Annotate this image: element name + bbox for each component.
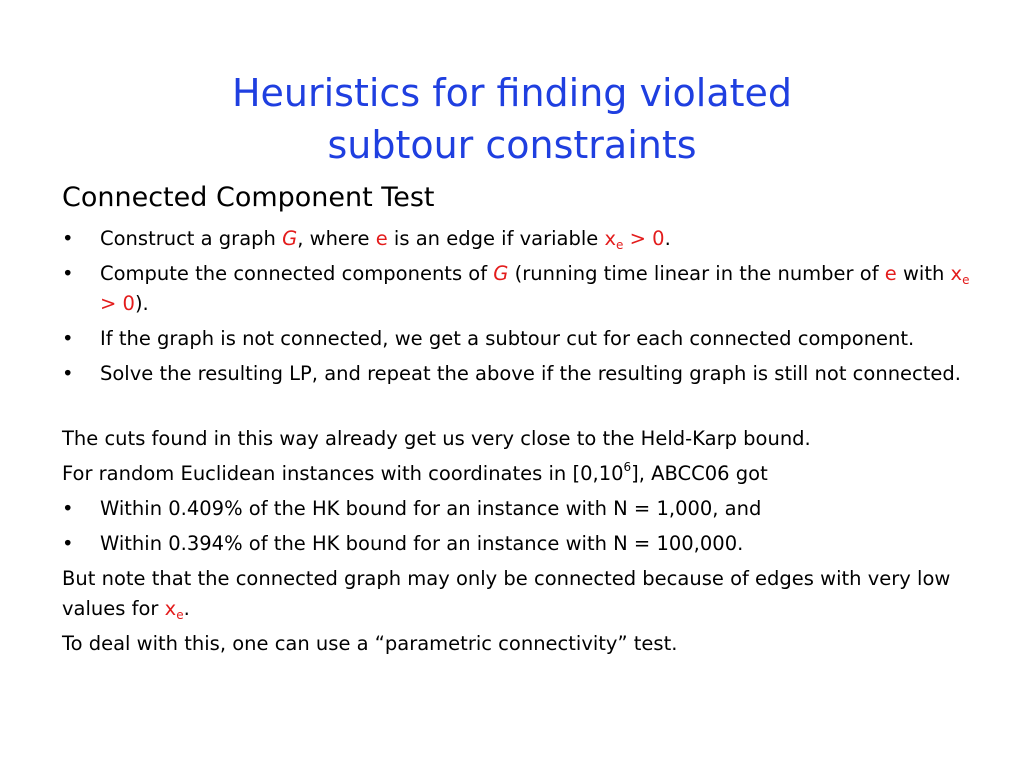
edge-symbol: e bbox=[884, 262, 897, 285]
bullet-text: Construct a graph bbox=[100, 227, 283, 250]
variable-symbol: x bbox=[950, 262, 963, 285]
results-bullets bbox=[62, 494, 992, 559]
component-test-bullets bbox=[62, 224, 992, 389]
variable-subscript: e bbox=[962, 273, 970, 287]
bullet-dot: • bbox=[62, 262, 74, 285]
bullet-dot: • bbox=[62, 327, 74, 350]
bullet-compute-components bbox=[62, 259, 992, 319]
bullet-solve-lp bbox=[62, 359, 992, 389]
inequality: > 0 bbox=[100, 292, 135, 315]
spacer bbox=[62, 394, 992, 424]
bullet-text: is an edge if variable bbox=[387, 227, 605, 250]
bullet-text: Compute the connected components of bbox=[100, 262, 494, 285]
bullet-dot: • bbox=[62, 227, 74, 250]
bullet-text: , where bbox=[297, 227, 376, 250]
paragraph-text: For random Euclidean instances with coordinates in [0,10 bbox=[62, 462, 624, 485]
paragraph-held-karp: The cuts found in this way already get us very close to the Held-Karp bound. bbox=[62, 427, 811, 450]
bullet-subtour-cut bbox=[62, 324, 992, 354]
bullet-dot: • bbox=[62, 497, 74, 520]
paragraph-text: . bbox=[183, 597, 190, 620]
variable-subscript: e bbox=[176, 608, 184, 622]
exponent: 6 bbox=[623, 460, 632, 474]
bullet-text: Within 0.394% of the HK bound for an instance with N = 100,000. bbox=[100, 532, 744, 555]
section-heading: Connected Component Test bbox=[62, 182, 435, 213]
slide-title bbox=[100, 67, 924, 171]
bullet-text: with bbox=[896, 262, 951, 285]
paragraph-parametric: To deal with this, one can use a “parametric connectivity” test. bbox=[62, 632, 678, 655]
variable-symbol: x bbox=[604, 227, 617, 250]
slide-body bbox=[62, 176, 992, 664]
bullet-text: . bbox=[664, 227, 671, 250]
edge-symbol: e bbox=[375, 227, 388, 250]
graph-symbol: G bbox=[493, 262, 509, 285]
bullet-construct-graph bbox=[62, 224, 992, 254]
variable-subscript: e bbox=[616, 238, 624, 252]
bullet-text: (running time linear in the number of bbox=[508, 262, 885, 285]
bullet-dot: • bbox=[62, 362, 74, 385]
paragraph-euclidean bbox=[62, 459, 992, 489]
variable-symbol: x bbox=[164, 597, 177, 620]
bullet-text: Solve the resulting LP, and repeat the above if the resulting graph is still not connected. bbox=[100, 362, 961, 385]
inequality: > 0 bbox=[623, 227, 665, 250]
bullet-text: Within 0.409% of the HK bound for an instance with N = 1,000, and bbox=[100, 497, 762, 520]
bullet-result-100000 bbox=[62, 529, 992, 559]
bullet-text: If the graph is not connected, we get a subtour cut for each connected component. bbox=[100, 327, 915, 350]
bullet-result-1000 bbox=[62, 494, 992, 524]
paragraph-text: ], ABCC06 got bbox=[631, 462, 768, 485]
bullet-text: ). bbox=[134, 292, 149, 315]
title-line-1: Heuristics for finding violated bbox=[231, 71, 793, 116]
title-line-2: subtour constraints bbox=[327, 123, 697, 168]
bullet-dot: • bbox=[62, 532, 74, 555]
paragraph-text: But note that the connected graph may only be connected because of edges with very low values for bbox=[62, 567, 951, 620]
graph-symbol: G bbox=[282, 227, 298, 250]
paragraph-low-values bbox=[62, 564, 992, 624]
